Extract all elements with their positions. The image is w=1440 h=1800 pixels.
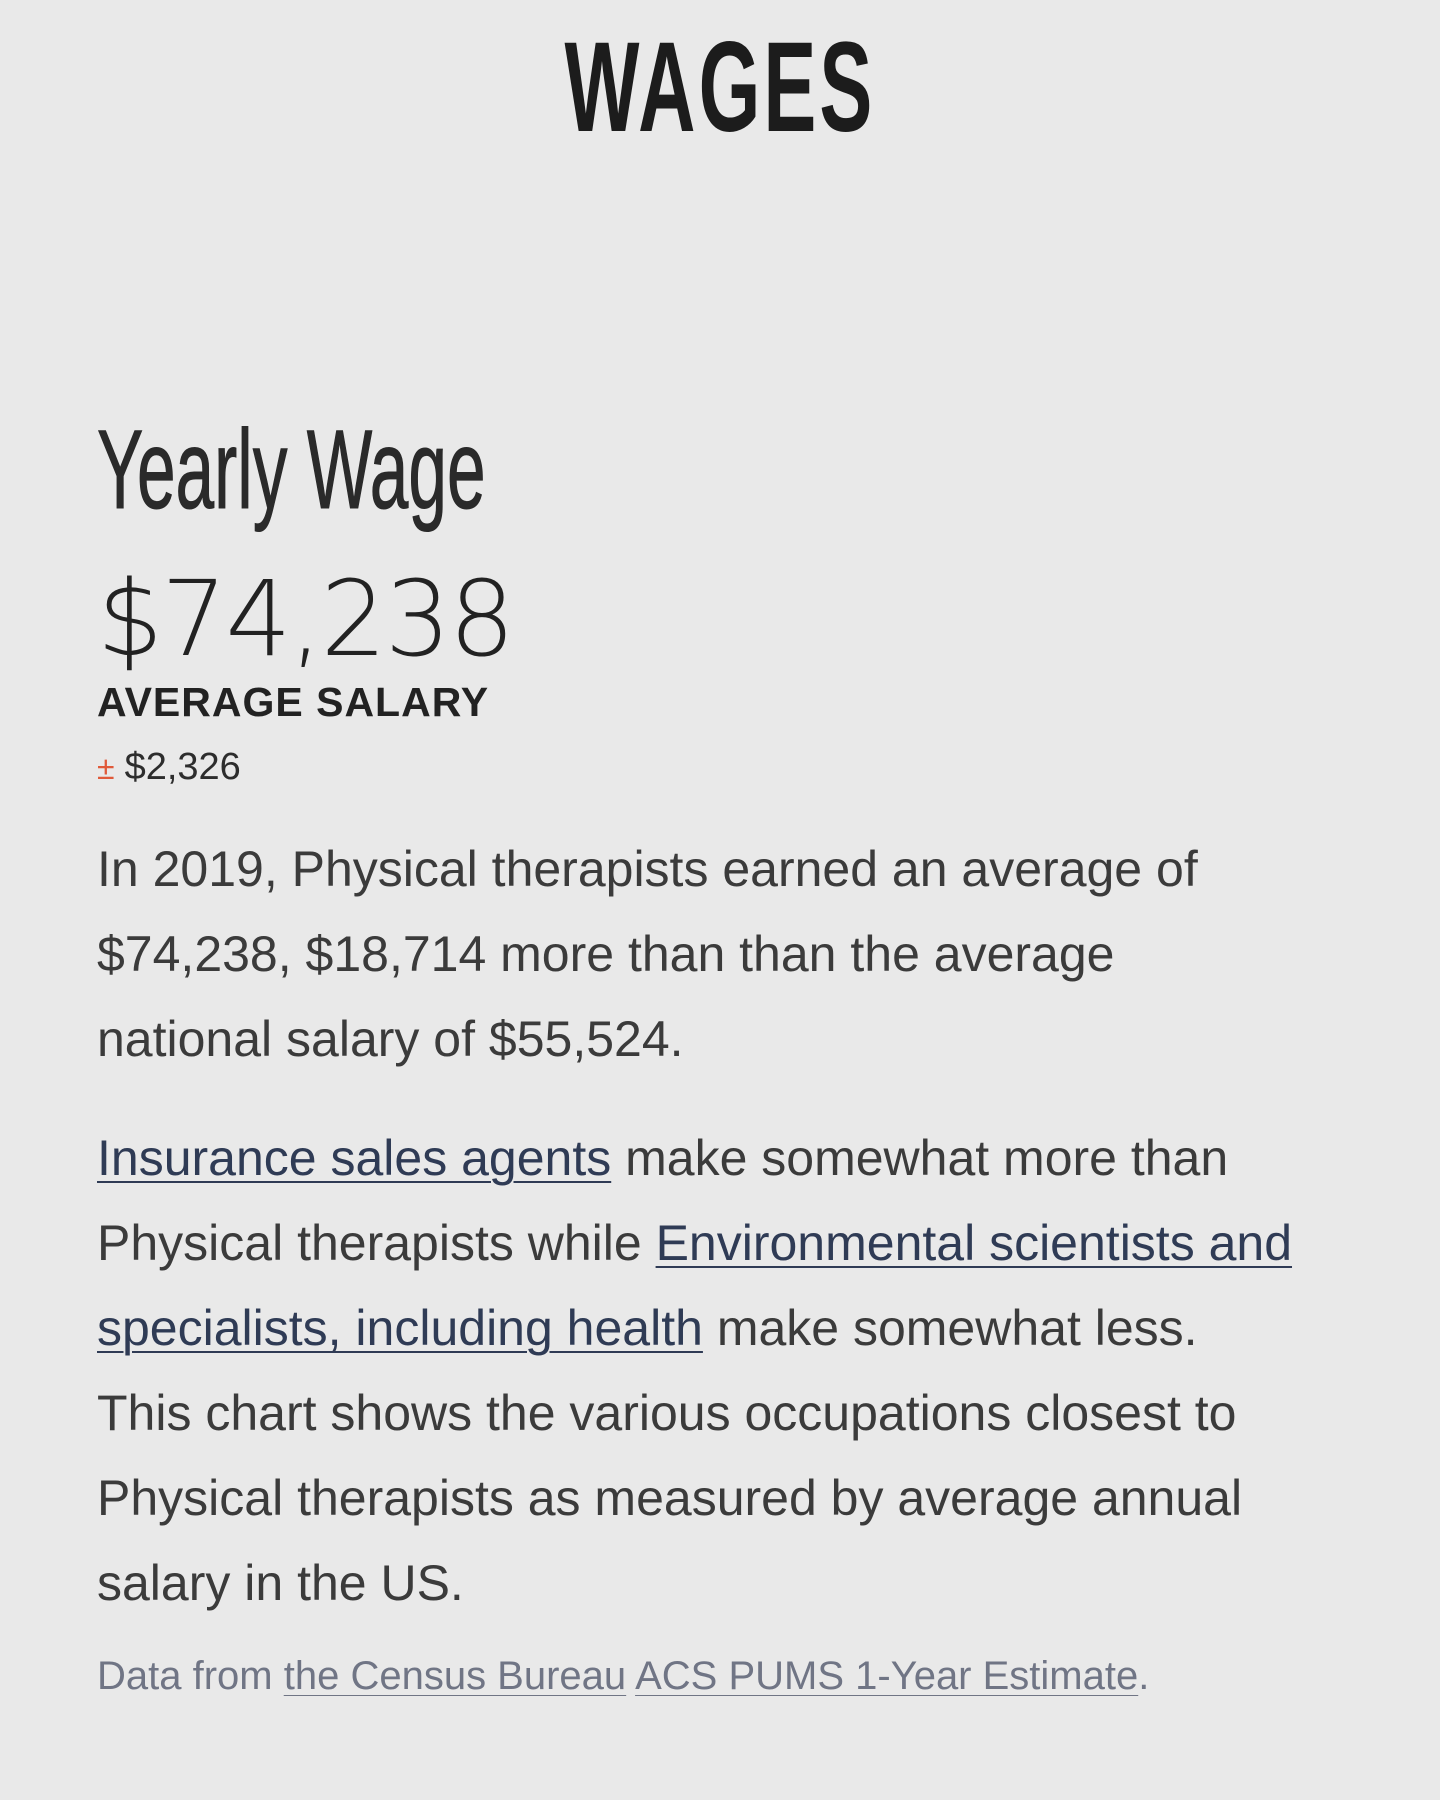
- comparison-text-2: make somewhat less. This chart shows the various occupations closest to Physical therapists as measured by average annual salary in the US.: [97, 1300, 1243, 1611]
- margin-of-error-value: $2,326: [124, 746, 241, 788]
- margin-of-error: [97, 746, 1297, 789]
- subheading-yearly-wage: Yearly Wage: [97, 407, 486, 532]
- source-separator: [626, 1654, 635, 1698]
- source-prefix: Data from: [97, 1654, 284, 1698]
- comparison-paragraph: [97, 1116, 1297, 1626]
- average-salary-label: AVERAGE SALARY: [97, 679, 490, 725]
- data-source-note: [97, 1654, 1297, 1699]
- source-suffix: .: [1138, 1654, 1150, 1698]
- salary-summary-paragraph: In 2019, Physical therapists earned an average of $74,238, $18,714 more than than the average national salary of $55,524.: [97, 841, 1198, 1067]
- link-acs-pums[interactable]: ACS PUMS 1-Year Estimate: [635, 1654, 1139, 1698]
- link-insurance-sales-agents[interactable]: Insurance sales agents: [97, 1130, 612, 1186]
- link-environmental-scientists[interactable]: Environmental scientists and specialists, including health: [97, 1215, 1293, 1356]
- section-title: WAGES: [564, 16, 876, 159]
- plus-minus-icon: ±: [97, 750, 115, 786]
- average-salary-value: $74,238: [97, 558, 514, 680]
- yearly-wage-section: [97, 405, 1297, 1699]
- comparison-text-1: make somewhat more than Physical therapists while: [97, 1130, 1229, 1271]
- link-census-bureau[interactable]: the Census Bureau: [283, 1654, 627, 1698]
